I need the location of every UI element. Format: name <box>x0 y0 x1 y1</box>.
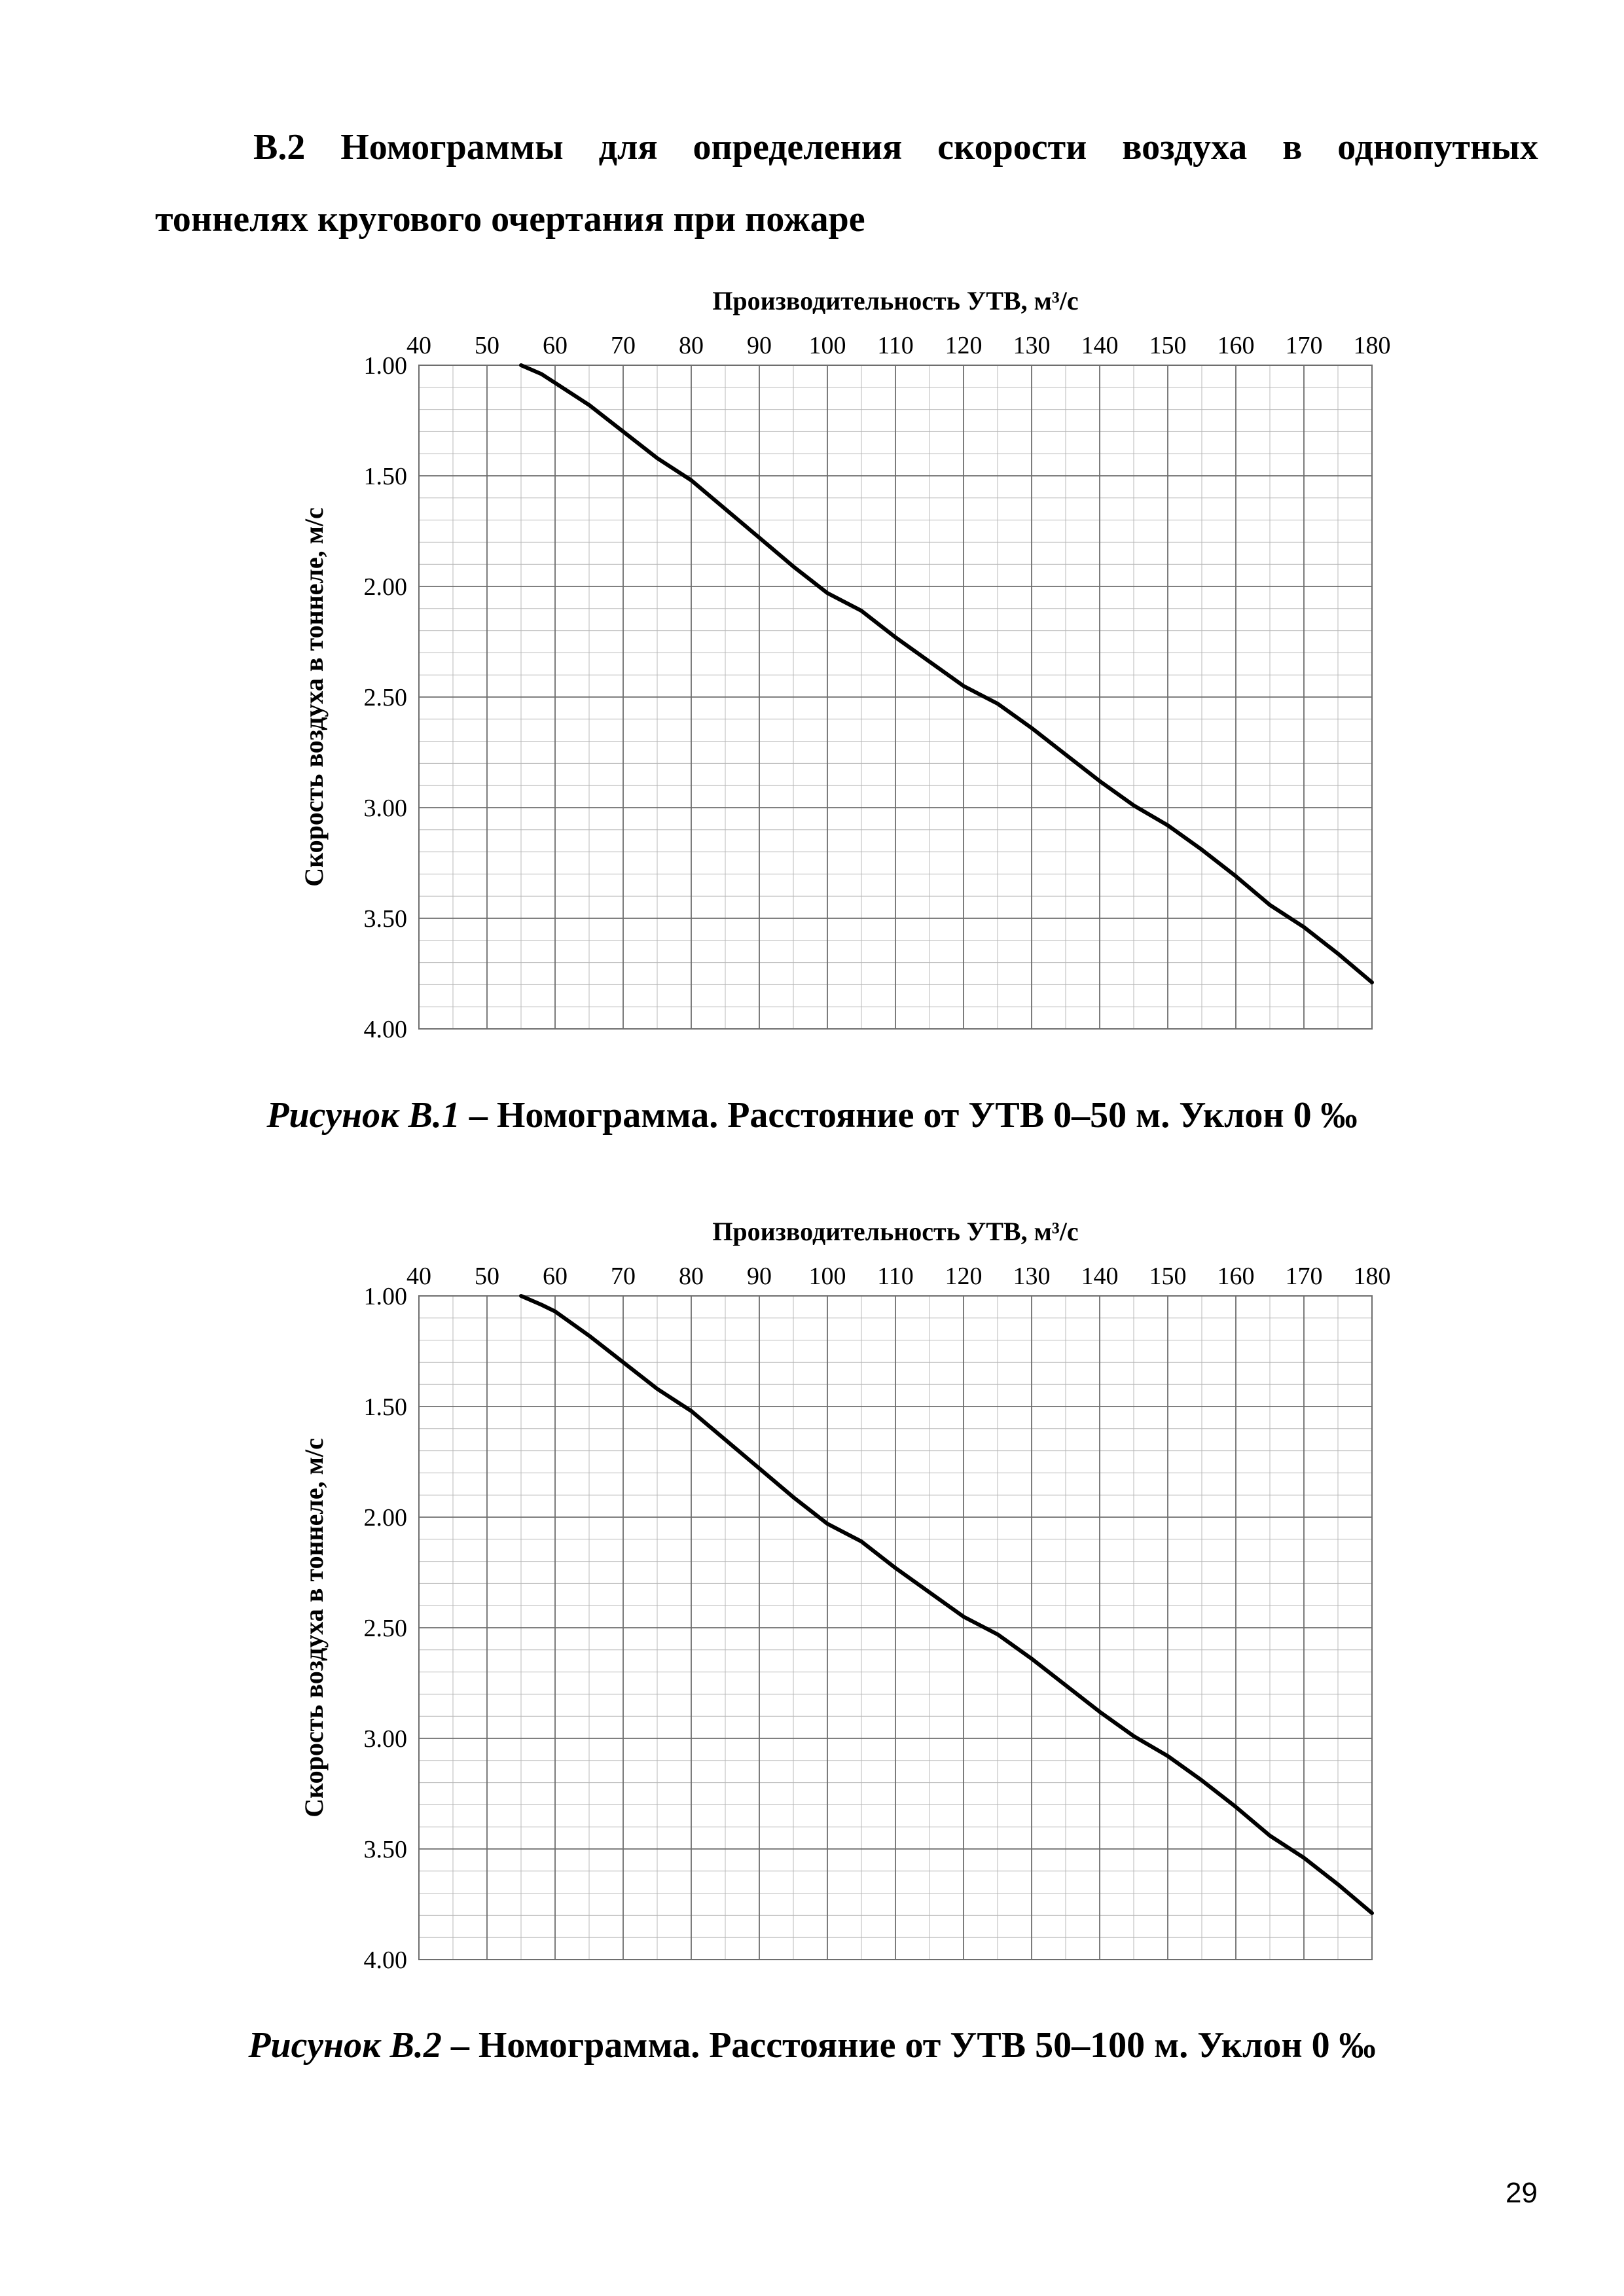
major-gridlines <box>419 1296 1372 1960</box>
x-tick-label: 130 <box>1013 1263 1051 1290</box>
x-tick-label: 60 <box>543 332 568 359</box>
x-tick-label: 120 <box>945 1263 983 1290</box>
x-tick-label: 150 <box>1149 1263 1187 1290</box>
x-tick-label: 120 <box>945 332 983 359</box>
figure-number-1: Рисунок В.1 <box>266 1095 460 1136</box>
x-tick-label: 170 <box>1285 332 1323 359</box>
y-tick-label: 3.50 <box>363 905 407 933</box>
x-tick-label: 170 <box>1285 1263 1323 1290</box>
y-tick-label: 1.50 <box>363 463 407 490</box>
y-tick-label: 3.50 <box>363 1836 407 1863</box>
section-heading-line-1: В.2 Номограммы для определения скорости воздуха в однопутных <box>253 127 1538 168</box>
y-tick-label: 2.50 <box>363 1615 407 1642</box>
x-tick-label: 110 <box>877 332 914 359</box>
x-tick-label: 110 <box>877 1263 914 1290</box>
x-tick-label: 80 <box>679 1263 704 1290</box>
major-gridlines <box>419 365 1372 1029</box>
x-tick-label: 180 <box>1353 332 1391 359</box>
y-tick-label: 1.50 <box>363 1393 407 1421</box>
nomogram-chart-1 <box>275 262 1453 1080</box>
y-axis-title: Скорость воздуха в тоннеле, м/с <box>299 507 329 887</box>
nomogram-chart-2 <box>275 1193 1453 2011</box>
section-heading-line-2: тоннелях кругового очертания при пожаре <box>155 199 865 240</box>
y-tick-label: 1.00 <box>363 1283 407 1310</box>
x-tick-label: 90 <box>747 332 772 359</box>
y-tick-label: 2.00 <box>363 573 407 601</box>
y-tick-label: 2.00 <box>363 1504 407 1532</box>
x-tick-label: 180 <box>1353 1263 1391 1290</box>
section-heading <box>155 111 1538 255</box>
y-tick-label: 1.00 <box>363 352 407 380</box>
figure-caption-2 <box>0 2024 1624 2066</box>
x-axis-title: Производительность УТВ, м³/с <box>712 286 1079 315</box>
series-line-1 <box>521 365 1372 982</box>
x-tick-label: 40 <box>406 332 431 359</box>
y-tick-label: 4.00 <box>363 1946 407 1974</box>
x-tick-label: 150 <box>1149 332 1187 359</box>
y-axis-title: Скорость воздуха в тоннеле, м/с <box>299 1438 329 1818</box>
y-tick-label: 2.50 <box>363 684 407 711</box>
x-tick-label: 90 <box>747 1263 772 1290</box>
x-tick-label: 60 <box>543 1263 568 1290</box>
x-tick-label: 100 <box>808 332 846 359</box>
series-line-1 <box>521 1296 1372 1913</box>
x-tick-label: 130 <box>1013 332 1051 359</box>
figure-number-2: Рисунок В.2 <box>248 2025 442 2066</box>
x-tick-label: 160 <box>1217 1263 1255 1290</box>
x-tick-label: 160 <box>1217 332 1255 359</box>
figure-caption-text-2: – Номограмма. Расстояние от УТВ 50–100 м. Уклон 0 ‰ <box>441 2025 1376 2066</box>
x-axis-title: Производительность УТВ, м³/с <box>712 1217 1079 1246</box>
x-tick-label: 50 <box>475 332 499 359</box>
x-tick-label: 100 <box>808 1263 846 1290</box>
y-tick-label: 3.00 <box>363 795 407 822</box>
x-tick-label: 70 <box>611 332 636 359</box>
x-tick-label: 40 <box>406 1263 431 1290</box>
x-tick-label: 70 <box>611 1263 636 1290</box>
x-tick-label: 80 <box>679 332 704 359</box>
figure-caption-1 <box>0 1094 1624 1136</box>
figure-caption-text-1: – Номограмма. Расстояние от УТВ 0–50 м. Уклон 0 ‰ <box>460 1095 1358 1136</box>
x-tick-label: 140 <box>1081 1263 1119 1290</box>
y-tick-label: 4.00 <box>363 1016 407 1043</box>
x-tick-label: 50 <box>475 1263 499 1290</box>
page-number: 29 <box>1506 2177 1538 2209</box>
x-tick-label: 140 <box>1081 332 1119 359</box>
y-tick-label: 3.00 <box>363 1725 407 1753</box>
